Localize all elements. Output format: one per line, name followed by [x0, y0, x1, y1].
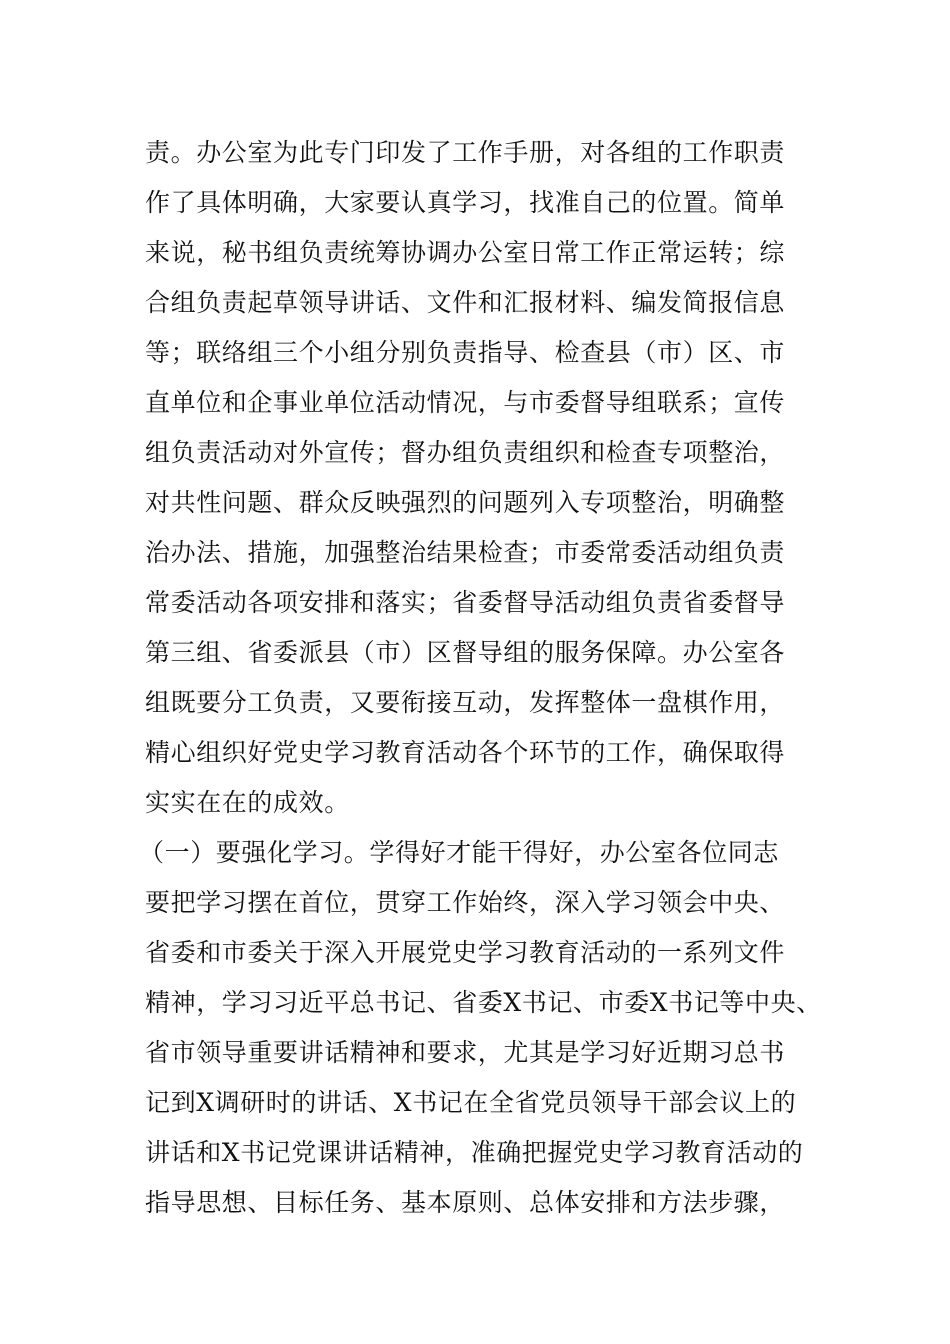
text-line: 对共性问题、群众反映强烈的问题列入专项整治，明确整	[145, 488, 786, 517]
text-line: 作了具体明确，大家要认真学习，找准自己的位置。简单	[145, 188, 786, 217]
text-line: 直单位和企事业单位活动情况，与市委督导组联系；宣传	[145, 388, 786, 417]
text-line: 责。办公室为此专门印发了工作手册，对各组的工作职责	[145, 138, 786, 167]
text-line: 第三组、省委派县（市）区督导组的服务保障。办公室各	[145, 638, 786, 667]
text-line: 精神，学习习近平总书记、省委X书记、市委X书记等中央、	[145, 988, 822, 1017]
text-line: 精心组织好党史学习教育活动各个环节的工作，确保取得	[145, 738, 786, 767]
section-heading-line: （一）要强化学习。学得好才能干得好，办公室各位同志	[139, 838, 780, 867]
text-line: 讲话和X书记党课讲话精神，准确把握党史学习教育活动的	[145, 1138, 804, 1167]
text-line: 指导思想、目标任务、基本原则、总体安排和方法步骤，	[145, 1188, 786, 1217]
text-line: 实实在在的成效。	[145, 788, 350, 817]
text-line: 来说，秘书组负责统筹协调办公室日常工作正常运转；综	[145, 238, 786, 267]
text-line: 省市领导重要讲话精神和要求，尤其是学习好近期习总书	[145, 1038, 786, 1067]
text-line: 省委和市委关于深入开展党史学习教育活动的一系列文件	[145, 938, 786, 967]
text-line: 合组负责起草领导讲话、文件和汇报材料、编发简报信息	[145, 288, 786, 317]
body-text	[139, 128, 865, 1228]
text-line: 要把学习摆在首位，贯穿工作始终，深入学习领会中央、	[145, 888, 786, 917]
text-line: 组负责活动对外宣传；督办组负责组织和检查专项整治，	[145, 438, 786, 467]
text-line: 组既要分工负责，又要衔接互动，发挥整体一盘棋作用，	[145, 688, 786, 717]
text-line: 记到X调研时的讲话、X书记在全省党员领导干部会议上的	[145, 1088, 797, 1117]
text-line: 治办法、措施，加强整治结果检查；市委常委活动组负责	[145, 538, 786, 567]
text-line: 常委活动各项安排和落实；省委督导活动组负责省委督导	[145, 588, 786, 617]
text-line: 等；联络组三个小组分别负责指导、检查县（市）区、市	[145, 338, 786, 367]
